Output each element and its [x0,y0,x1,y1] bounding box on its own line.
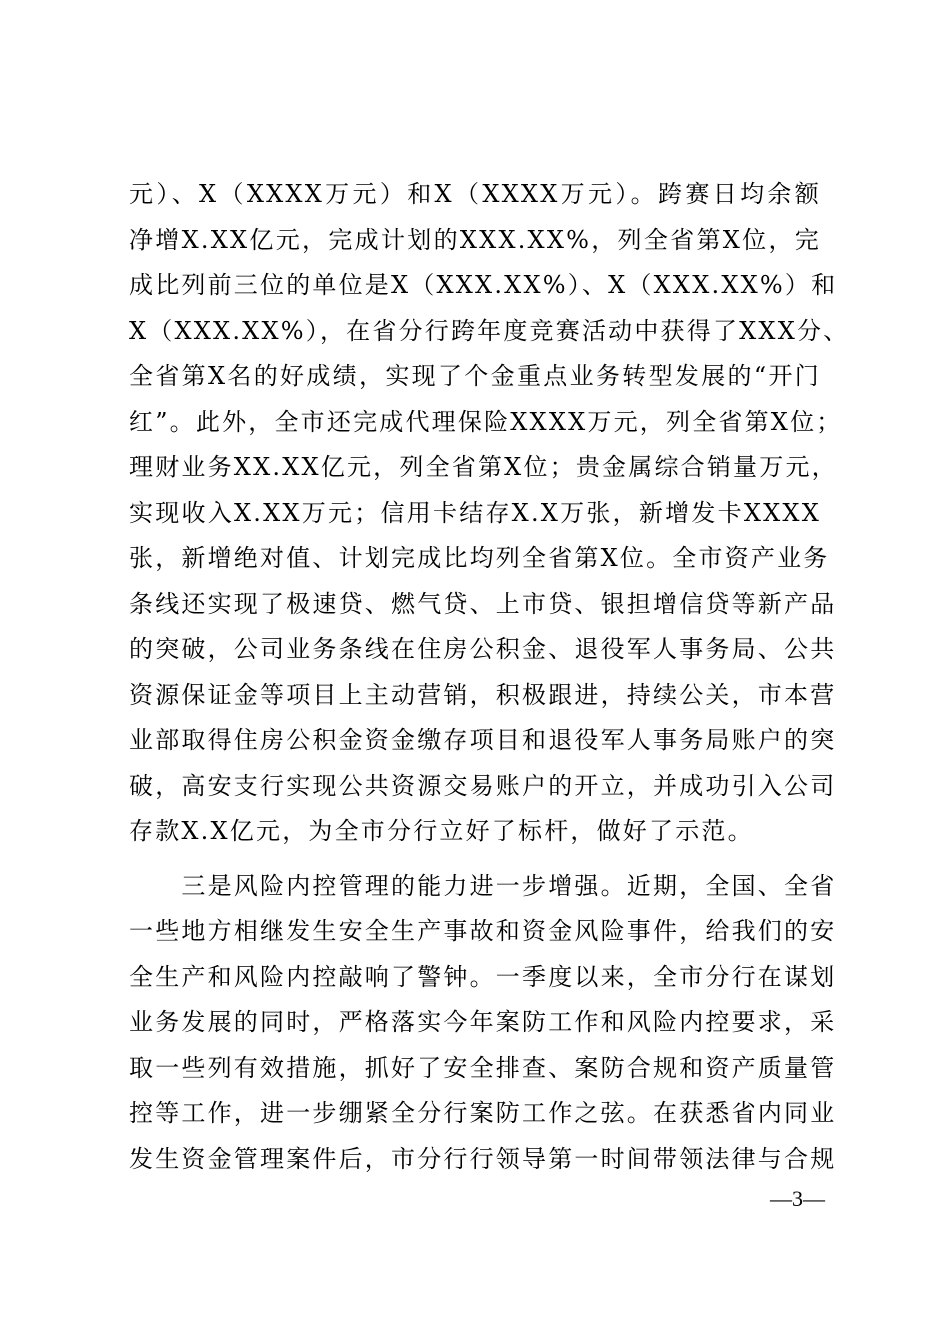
text-line: 资源保证金等项目上主动营销，积极跟进，持续公关，市本营 [129,680,837,709]
text-line: 破，高安支行实现公共资源交易账户的开立，并成功引入公司 [129,771,837,800]
text-line: 红”。此外，全市还完成代理保险XXXX万元，列全省第X位； [129,407,843,436]
text-line: 条线还实现了极速贷、燃气贷、上市贷、银担增信贷等新产品 [129,589,837,618]
text-line: X（XXX.XX%），在省分行跨年度竞赛活动中获得了XXX分、 [129,316,850,345]
text-line: 全生产和风险内控敲响了警钟。一季度以来，全市分行在谋划 [129,962,837,991]
text-line: 理财业务XX.XX亿元，列全省第X位；贵金属综合销量万元， [129,453,838,481]
paragraph-spacing [129,855,821,864]
document-body [129,172,850,1182]
page-number: —3— [770,1186,825,1211]
text-line: 业部取得住房公积金资金缴存项目和退役军人事务局账户的突 [129,726,837,754]
text-line: 净增X.XX亿元，完成计划的XXX.XX%，列全省第X位，完 [129,225,821,254]
text-line: 全省第X名的好成绩，实现了个金重点业务转型发展的“开门 [129,362,821,390]
text-line: 张，新增绝对值、计划完成比均列全省第X位。全市资产业务 [129,544,830,572]
text-line: 的突破，公司业务条线在住房公积金、退役军人事务局、公共 [129,635,837,663]
text-line: 三是风险内控管理的能力进一步增强。近期，全国、全省 [129,871,837,900]
text-line: 实现收入X.XX万元；信用卡结存X.X万张，新增发卡XXXX [129,498,821,527]
text-line: 发生资金管理案件后，市分行行领导第一时间带领法律与合规 [129,1144,837,1173]
text-line: 成比列前三位的单位是X（XXX.XX%）、X（XXX.XX%）和 [129,271,838,299]
paragraph-risk-control [129,864,837,1183]
paragraph-business-results [129,172,850,855]
text-line: 元）、X（XXXX万元）和X（XXXX万元）。跨赛日均余额 [129,180,821,208]
text-line: 一些地方相继发生安全生产事故和资金风险事件，给我们的安 [129,917,837,945]
text-line: 存款X.X亿元，为全市分行立好了标杆，做好了示范。 [129,817,754,845]
text-line: 取一些列有效措施，抓好了安全排查、案防合规和资产质量管 [129,1053,837,1082]
text-line: 业务发展的同时，严格落实今年案防工作和风险内控要求，采 [129,1008,837,1036]
text-line: 控等工作，进一步绷紧全分行案防工作之弦。在获悉省内同业 [129,1099,837,1127]
